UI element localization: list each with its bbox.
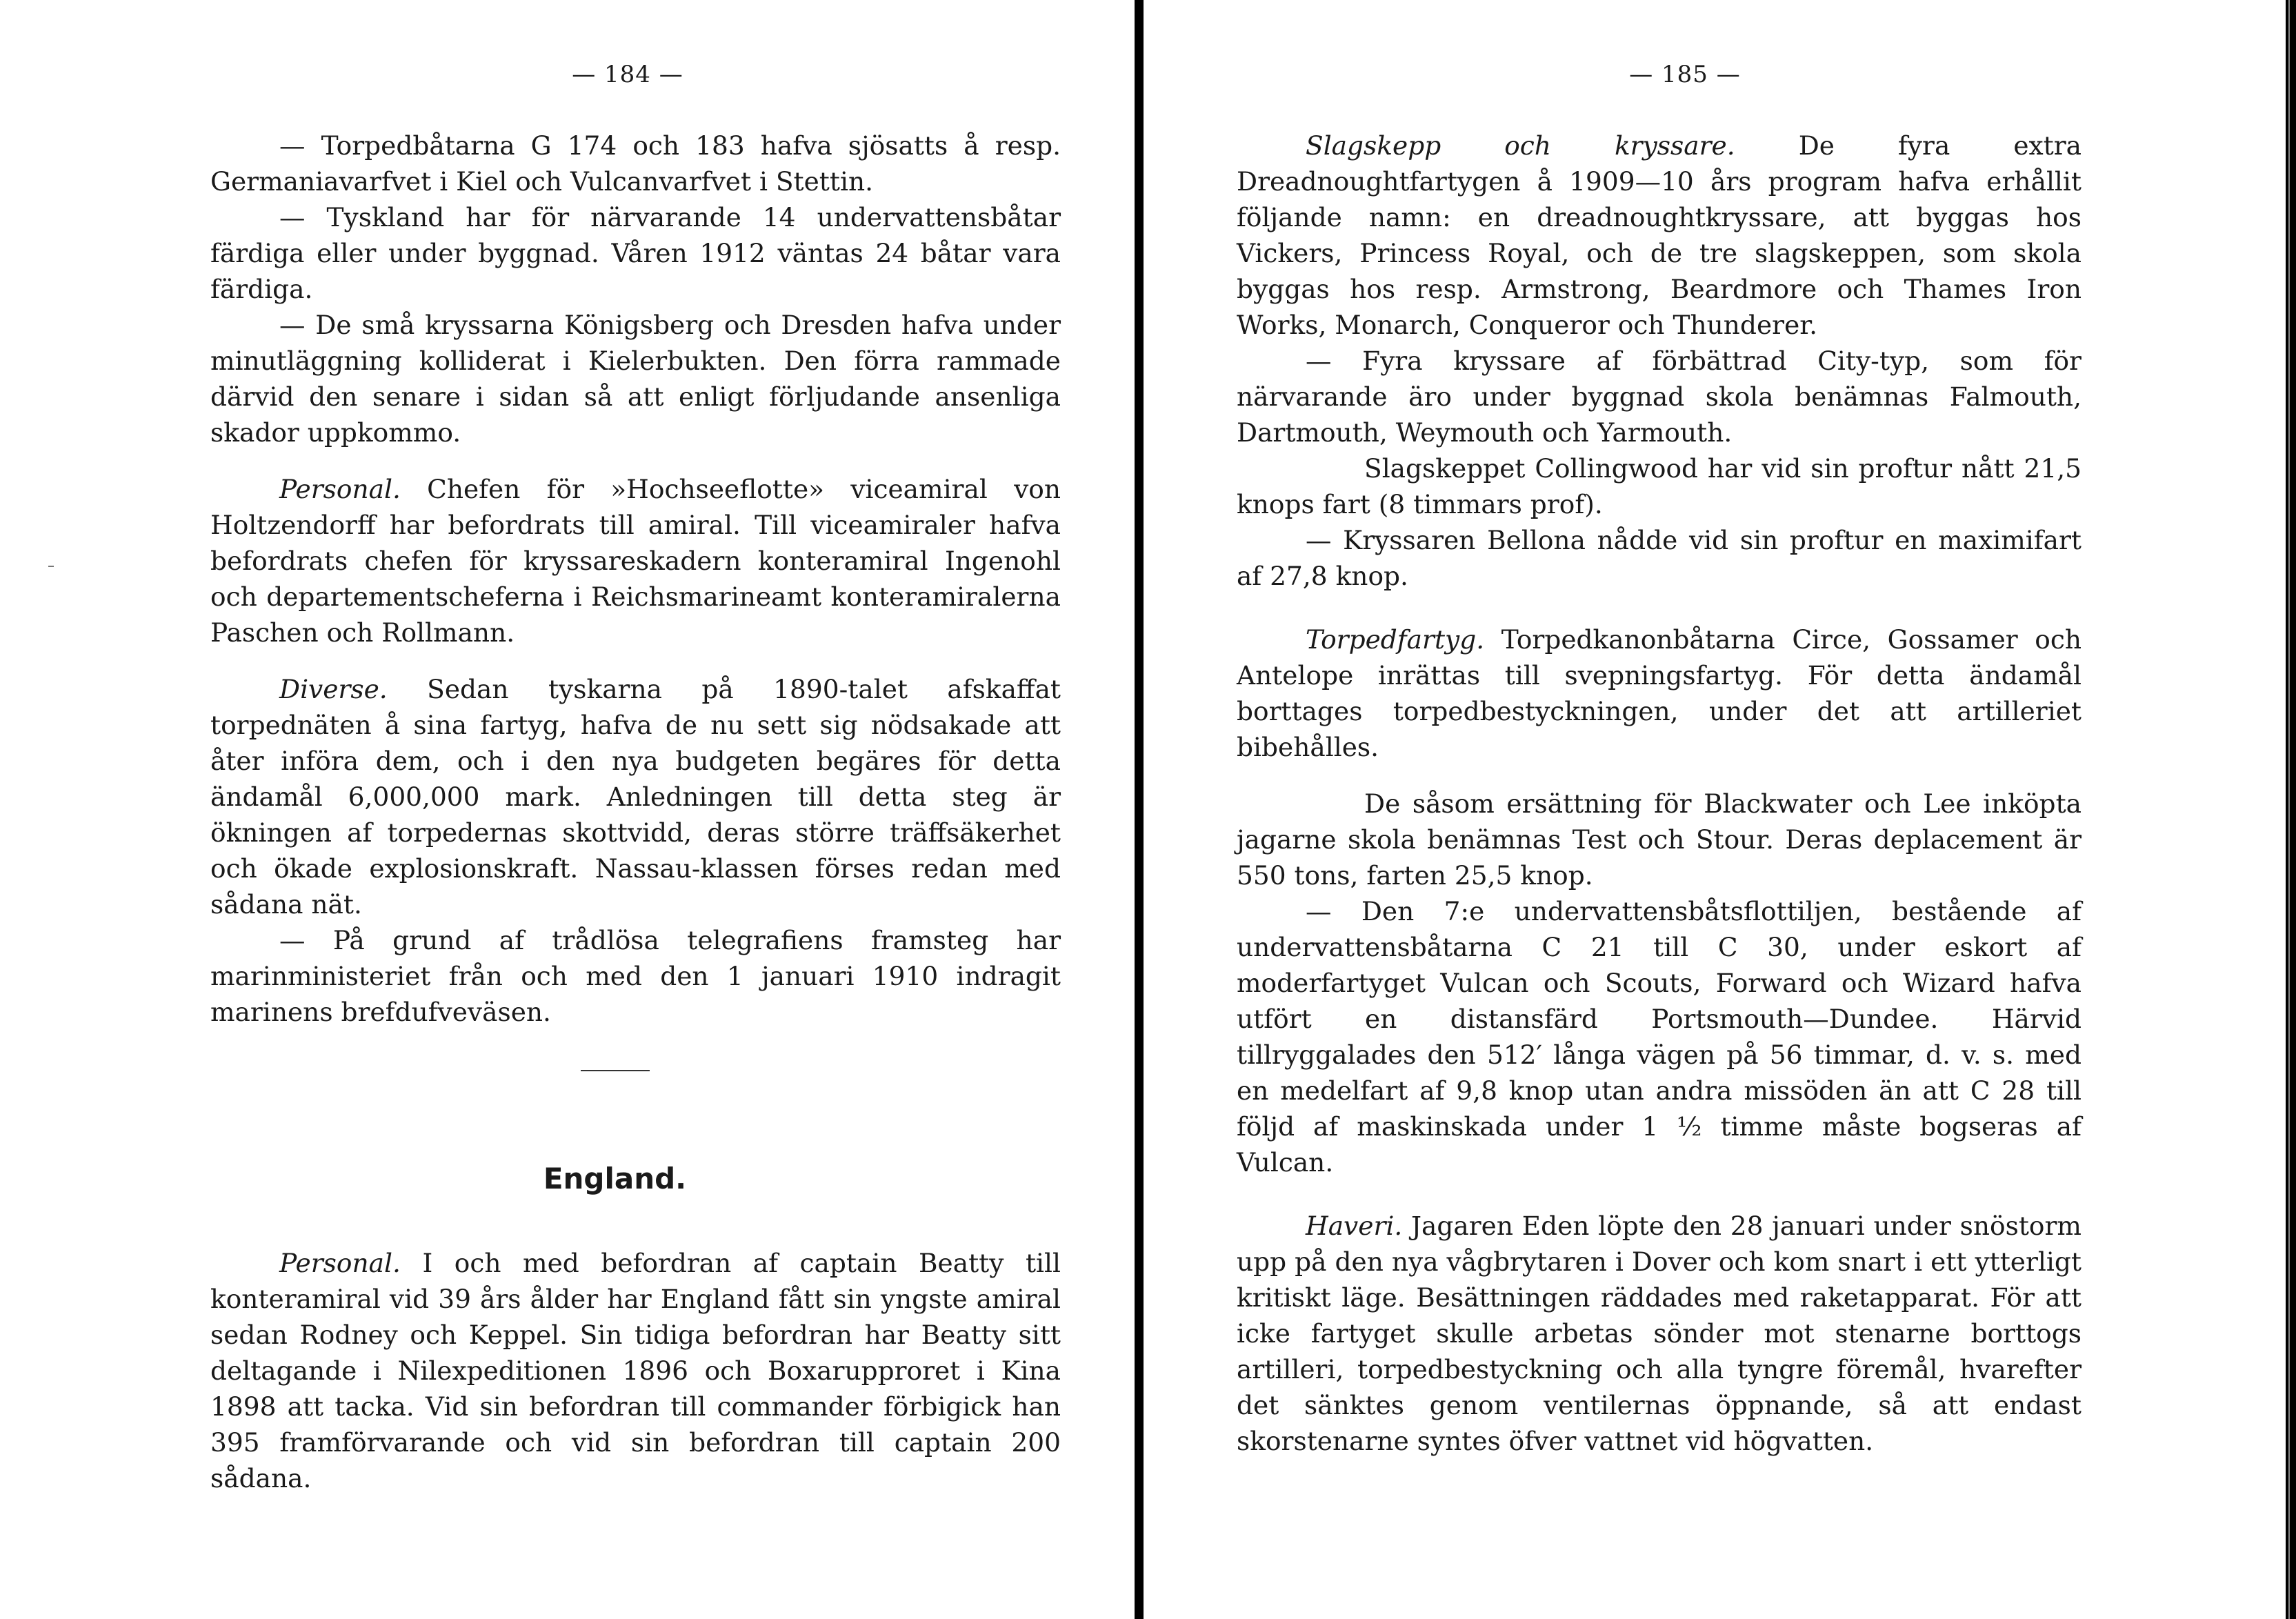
paragraph-text: I och med befordran af captain Beatty till konteramiral vid 39 års ålder har England fått sin yngste amiral sedan Rodney och Keppel. Sin tidiga befordran har Beatty sitt deltagande i Nilexpeditionen 1896 och Boxarupproret i Kina 1898 att tacka. Vid sin befordran till commander förbigick han 395 framförvarande och vid sin befordran till captain 200 sådana.	[210, 1248, 1061, 1493]
left-page	[0, 0, 1135, 1619]
section-heading: England.	[543, 1162, 687, 1195]
paragraph-lead: Diverse.	[279, 674, 388, 704]
paragraph	[1237, 1208, 2082, 1459]
paragraph-text: De såsom ersättning för Blackwater och Lee inköpta jagarne skola benämnas Test och Stour. Deras deplacement är 550 tons, farten 25,5 knop.	[1237, 788, 2082, 891]
paragraph-text: — Torpedbåtarna G 174 och 183 hafva sjösatts å resp. Germaniavarfvet i Kiel och Vulcanvarfvet i Stettin.	[210, 130, 1061, 197]
paragraph-lead: Slagskepp och kryssare.	[1306, 130, 1735, 161]
paragraph-lead: Torpedfartyg.	[1306, 624, 1485, 655]
paragraph-text: De fyra extra Dreadnoughtfartygen å 1909—10 års program hafva erhållit följande namn: en dreadnoughtkryssare, att byggas hos Vickers, Princess Royal, och de tre slagskeppen, som skola byggas hos resp. Armstrong, Beardmore och Thames Iron Works, Monarch, Conqueror och Thunderer.	[1237, 130, 2082, 340]
paragraph	[210, 1245, 1061, 1496]
left-text-block	[210, 128, 1061, 1496]
paragraph-text: Torpedkanonbåtarna Circe, Gossamer och Antelope inrättas till svepningsfartyg. För detta ändamål borttages torpedbestyckningen, under det att artilleriet bibehålles.	[1237, 624, 2082, 762]
paragraph	[1237, 893, 2082, 1180]
paragraph-text: — De små kryssarna Königsberg och Dresden hafva under minutläggning kolliderat i Kielerbukten. Den förra rammade därvid den senare i sidan så att enligt förljudande ansenliga skador uppkommo.	[210, 310, 1061, 448]
right-page	[1144, 0, 2286, 1619]
page-number-left: — 184 —	[572, 61, 683, 88]
page-edge	[2286, 0, 2296, 1619]
paragraph-lead: Personal.	[279, 474, 401, 504]
paragraph-text: Chefen för »Hochseeflotte» viceamiral von Holtzendorff har befordrats till amiral. Till viceamiraler hafva befordrats chefen för kryssareskadern konteramiral Ingenohl och departementscheferna i Reichsmarineamt konteramiralerna Paschen och Rollmann.	[210, 474, 1061, 648]
paragraph	[210, 922, 1061, 1030]
paragraph-text: — Kryssaren Bellona nådde vid sin proftur en maximifart af 27,8 knop.	[1237, 525, 2082, 591]
paragraph-lead: Haveri.	[1306, 1211, 1403, 1241]
paragraph-lead: Personal.	[279, 1248, 401, 1278]
paragraph	[1237, 450, 2082, 522]
paragraph-text: Jagaren Eden löpte den 28 januari under snöstorm upp på den nya vågbrytaren i Dover och kom snart i ett ytterligt kritiskt läge. Besättningen räddades med raketapparat. För att icke fartyget skulle arbetas sönder mot stenarne borttogs artilleri, torpedbestyckning och alla tyngre föremål, hvarefter det sänktes genom ventilernas öppnande, så att endast skorstenarne syntes öfver vattnet vid högvatten.	[1237, 1211, 2082, 1456]
margin-mark	[48, 566, 54, 567]
paragraph	[210, 671, 1061, 922]
paragraph	[1237, 622, 2082, 765]
section-divider	[581, 1070, 650, 1071]
paragraph	[210, 471, 1061, 650]
paragraph-text: — Den 7:e undervattensbåtsflottiljen, bestående af undervattensbåtarna C 21 till C 30, under eskort af moderfartyget Vulcan och Scouts, Forward och Wizard hafva utfört en distansfärd Portsmouth—Dundee. Härvid tillryggalades den 512′ långa vägen på 56 timmar, d. v. s. med en medelfart af 9,8 knop utan andra missöden än att C 28 till följd af maskinskada under 1 ½ timme måste bogseras af Vulcan.	[1237, 896, 2082, 1178]
paragraph	[210, 307, 1061, 450]
paragraph-text: — På grund af trådlösa telegrafiens framsteg har marinministeriet från och med den 1 januari 1910 indragit marinens brefdufveväsen.	[210, 925, 1061, 1027]
paragraph	[1237, 786, 2082, 893]
paragraph	[1237, 343, 2082, 450]
paragraph	[1237, 522, 2082, 594]
paragraph-text: — Fyra kryssare af förbättrad City-typ, som för närvarande äro under byggnad skola benämnas Falmouth, Dartmouth, Weymouth och Yarmouth.	[1237, 346, 2082, 448]
paragraph-text: — Tyskland har för närvarande 14 undervattensbåtar färdiga eller under byggnad. Våren 1912 väntas 24 båtar vara färdiga.	[210, 202, 1061, 304]
right-text-block	[1237, 128, 2082, 1459]
paragraph	[210, 128, 1061, 199]
paragraph	[210, 199, 1061, 307]
page-number-right: — 185 —	[1629, 61, 1741, 88]
paragraph-text: Slagskeppet Collingwood har vid sin proftur nått 21,5 knops fart (8 timmars prof).	[1237, 453, 2082, 519]
paragraph	[1237, 128, 2082, 343]
gutter	[1135, 0, 1144, 1619]
paragraph-text: Sedan tyskarna på 1890-talet afskaffat torpednäten å sina fartyg, hafva de nu sett sig nödsakade att åter införa dem, och i den nya budgeten begäres för detta ändamål 6,000,000 mark. Anledningen till detta steg är ökningen af torpedernas skottvidd, deras större träffsäkerhet och ökade explosionskraft. Nassau-klassen förses redan med sådana nät.	[210, 674, 1061, 920]
